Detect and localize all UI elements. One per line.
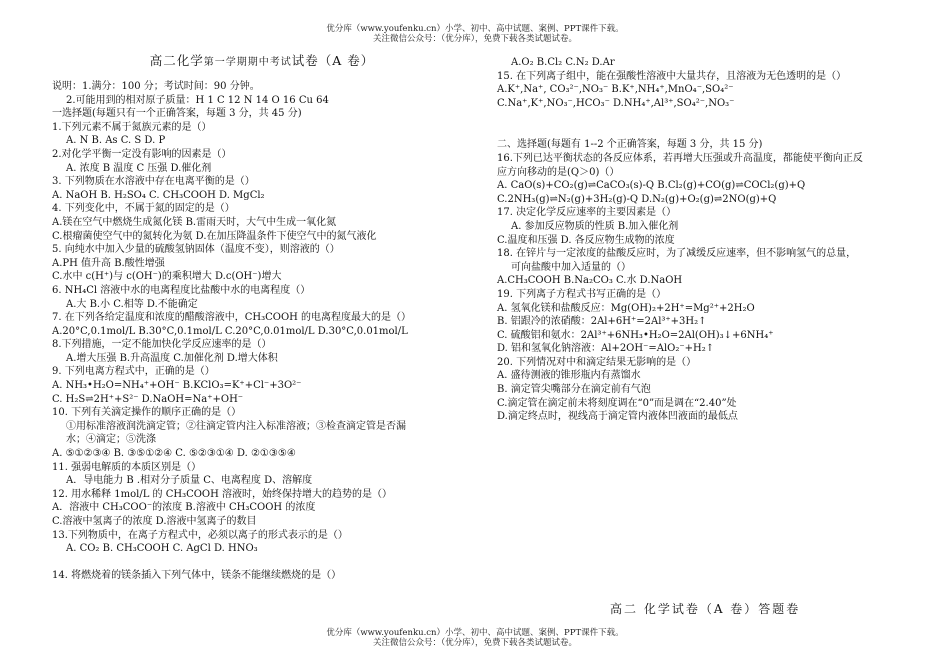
- question: 6. NH₄Cl 溶液中水的电离程度比盐酸中水的电离程度（）: [52, 284, 311, 296]
- footer-line: 关注微信公众号：（优分库），免费下载各类试题试卷。: [372, 638, 577, 648]
- title-small: 第一学期期中考试: [203, 57, 292, 68]
- options: C.滴定管在滴定前未将刻度调在“0”而是调在“2.40”处: [497, 397, 737, 409]
- question: 3. 下列物质在水溶液中存在电离平衡的是（）: [52, 176, 255, 188]
- options: A. 氢氧化镁和盐酸反应：Mg(OH)₂+2H⁺=Mg²⁺+2H₂O: [497, 302, 755, 314]
- question: 2.对化学平衡一定没有影响的因素是（）: [52, 148, 232, 160]
- question: 16.下列已达平衡状态的各反应体系，若再增大压强或升高温度，都能使平衡向正反: [497, 152, 863, 164]
- options: A.20°C,0.1mol/L B.30°C,0.1mol/L C.20°C,0.01mol/L D.30°C,0.01mol/L: [52, 325, 408, 337]
- question-text: 应方向移动的是(Q＞0)（）: [497, 166, 620, 178]
- options: A.O₂ B.Cl₂ C.N₂ D.Ar: [511, 57, 615, 68]
- options: C.2NH₃(g)⇌N₂(g)+3H₂(g)-Q D.N₂(g)+O₂(g)⇌2NO(g)+Q: [497, 193, 777, 205]
- left-column: [52, 52, 472, 582]
- question-text: ①用标准溶液润洗滴定管；②往滴定管内注入标准溶液；③检查滴定管是否漏: [66, 420, 406, 432]
- question: 19. 下列离子方程式书写正确的是（）: [497, 288, 667, 300]
- top-header: [0, 24, 950, 44]
- instructions: 说明：1.满分：100 分；考试时间：90 分钟。: [52, 81, 260, 92]
- options: A．导电能力 B .相对分子质量 C、电离程度 D、溶解度: [66, 475, 313, 487]
- question: 15. 在下列离子组中，能在强酸性溶液中大量共存，且溶液为无色透明的是（）: [497, 70, 847, 82]
- options: A. 盛待测液的锥形瓶内有蒸馏水: [497, 370, 641, 382]
- question: 10. 下列有关滴定操作的顺序正确的是（）: [52, 407, 242, 419]
- question-text: 可向盐酸中加入适量的（）: [511, 261, 631, 273]
- options: C.溶液中氢离子的浓度 D.溶液中氢离子的数目: [52, 516, 257, 527]
- options: A. N B. As C. S D. P: [66, 135, 166, 147]
- options: A.K⁺,Na⁺, CO₃²⁻,NO₃⁻ B.K⁺,NH₄⁺,MnO₄⁻,SO₄²⁻: [497, 84, 734, 96]
- right-column: [497, 56, 917, 424]
- title-main: 高二化学: [149, 53, 204, 68]
- exam-title: [52, 52, 472, 72]
- options: C. H₂S⇌2H⁺+S²⁻ D.NaOH=Na⁺+OH⁻: [52, 393, 244, 405]
- options: B. 铝跟冷的浓硝酸：2Al+6H⁺=2Al³⁺+3H₂↑: [497, 316, 707, 328]
- question: 20. 下列情况对中和滴定结果无影响的是（）: [497, 356, 697, 368]
- options: C.水中 c(H⁺)与 c(OH⁻)的乘积增大 D.c(OH⁻)增大: [52, 271, 282, 283]
- options: A.CH₃COOH B.Na₂CO₃ C.水 D.NaOH: [497, 275, 683, 287]
- atomic-masses: 2.可能用到的相对原子质量：H 1 C 12 N 14 O 16 Cu 64: [66, 94, 329, 106]
- options: A. CaO(s)+CO₂(g)⇌CaCO₃(s)-Q B.Cl₂(g)+CO(g)⇌COCl₂(g)+Q: [497, 180, 806, 192]
- header-line: 优分库（www.youfenku.cn）小学、初中、高中试题、案例、PPT课件下载。: [326, 24, 624, 34]
- options: A.镁在空气中燃烧生成氮化镁 B.雷雨天时，大气中生成一氧化氮: [52, 216, 337, 228]
- options: A.大 B.小 C.相等 D.不能确定: [66, 298, 198, 310]
- options: C.根瘤菌使空气中的氮转化为氨 D.在加压降温条件下使空气中的氮气液化: [52, 230, 377, 242]
- title-end: 试卷（A 卷）: [291, 53, 375, 68]
- question: 17. 决定化学反应速率的主要因素是（）: [497, 207, 677, 219]
- options: A.PH 值升高 B.酸性增强: [52, 257, 165, 269]
- options: A. ⑤①②③④ B. ③⑤①②④ C. ⑤②③①④ D. ②①③⑤④: [52, 448, 296, 460]
- question: 9. 下列电离方程式中，正确的是（）: [52, 366, 215, 378]
- options: A.增大压强 B.升高温度 C.加催化剂 D.增大体积: [66, 352, 278, 364]
- section-heading: 一选择题(每题只有一个正确答案，每题 3 分，共 45 分): [52, 108, 302, 120]
- section-heading: 二、选择题(每题有 1--2 个正确答案，每题 3 分，共 15 分): [497, 139, 763, 151]
- options: A. CO₂ B. CH₃COOH C. AgCl D. HNO₃: [66, 543, 258, 555]
- question: 8.下列措施，一定不能加快化学反应速率的是（）: [52, 339, 272, 351]
- options: C. 硫酸铝和氨水：2Al³⁺+6NH₃•H₂O=2Al(OH)₃↓+6NH₄⁺: [497, 329, 774, 341]
- question: 11. 强弱电解质的本质区别是（）: [52, 461, 202, 473]
- options: A．溶液中 CH₃COO⁻的浓度 B.溶液中 CH₃COOH 的浓度: [52, 502, 316, 514]
- question: 12. 用水稀释 1mol/L 的 CH₃COOH 溶液时，始终保持增大的趋势的是（）: [52, 488, 393, 500]
- answer-sheet-title: 高二 化学试卷（A 卷）答题卷: [610, 602, 801, 616]
- options: C.Na⁺,K⁺,NO₃⁻,HCO₃⁻ D.NH₄⁺,Al³⁺,SO₄²⁻,NO₃⁻: [497, 97, 735, 109]
- options: A. NaOH B. H₂SO₄ C. CH₃COOH D. MgCl₂: [52, 189, 265, 201]
- footer-line: 优分库（www.youfenku.cn）小学、初中、高中试题、案例、PPT课件下载。: [326, 628, 624, 638]
- options: B. 滴定管尖嘴部分在滴定前有气泡: [497, 384, 651, 396]
- question: 5. 向纯水中加入少量的硫酸氢钠固体（温度不变），则溶液的（）: [52, 244, 340, 256]
- options: A. 参加反应物质的性质 B.加入催化剂: [511, 220, 679, 232]
- options: D. 铝和氢氧化钠溶液：Al+2OH⁻=AlO₂⁻+H₂↑: [497, 343, 715, 355]
- question-text: 水；④滴定；⑤洗涤: [66, 434, 156, 446]
- options: A. 浓度 B 温度 C 压强 D.催化剂: [66, 162, 212, 174]
- question: 14. 将燃烧着的镁条插入下列气体中，镁条不能继续燃烧的是（）: [52, 569, 342, 581]
- question: 1.下列元素不属于氮族元素的是（）: [52, 121, 212, 133]
- question: 7. 在下列各给定温度和浓度的醋酸溶液中，CH₃COOH 的电离程度最大的是（）: [52, 312, 412, 324]
- question: 13.下列物质中，在离子方程式中，必须以离子的形式表示的是（）: [52, 529, 348, 541]
- header-line: 关注微信公众号：（优分库），免费下载各类试题试卷。: [372, 34, 577, 44]
- options: D.滴定终点时，视线高于滴定管内液体凹液面的最低点: [497, 411, 738, 423]
- options: C.温度和压强 D. 各反应物生成物的浓度: [497, 234, 675, 246]
- question: 18. 在锌片与一定浓度的盐酸反应时，为了减缓反应速率，但不影响氢气的总量，: [497, 248, 857, 260]
- footer: [0, 628, 950, 648]
- options: A. NH₃•H₂O=NH₄⁺+OH⁻ B.KClO₃=K⁺+Cl⁻+3O²⁻: [52, 380, 302, 392]
- question: 4. 下列变化中，不属于氮的固定的是（）: [52, 203, 235, 215]
